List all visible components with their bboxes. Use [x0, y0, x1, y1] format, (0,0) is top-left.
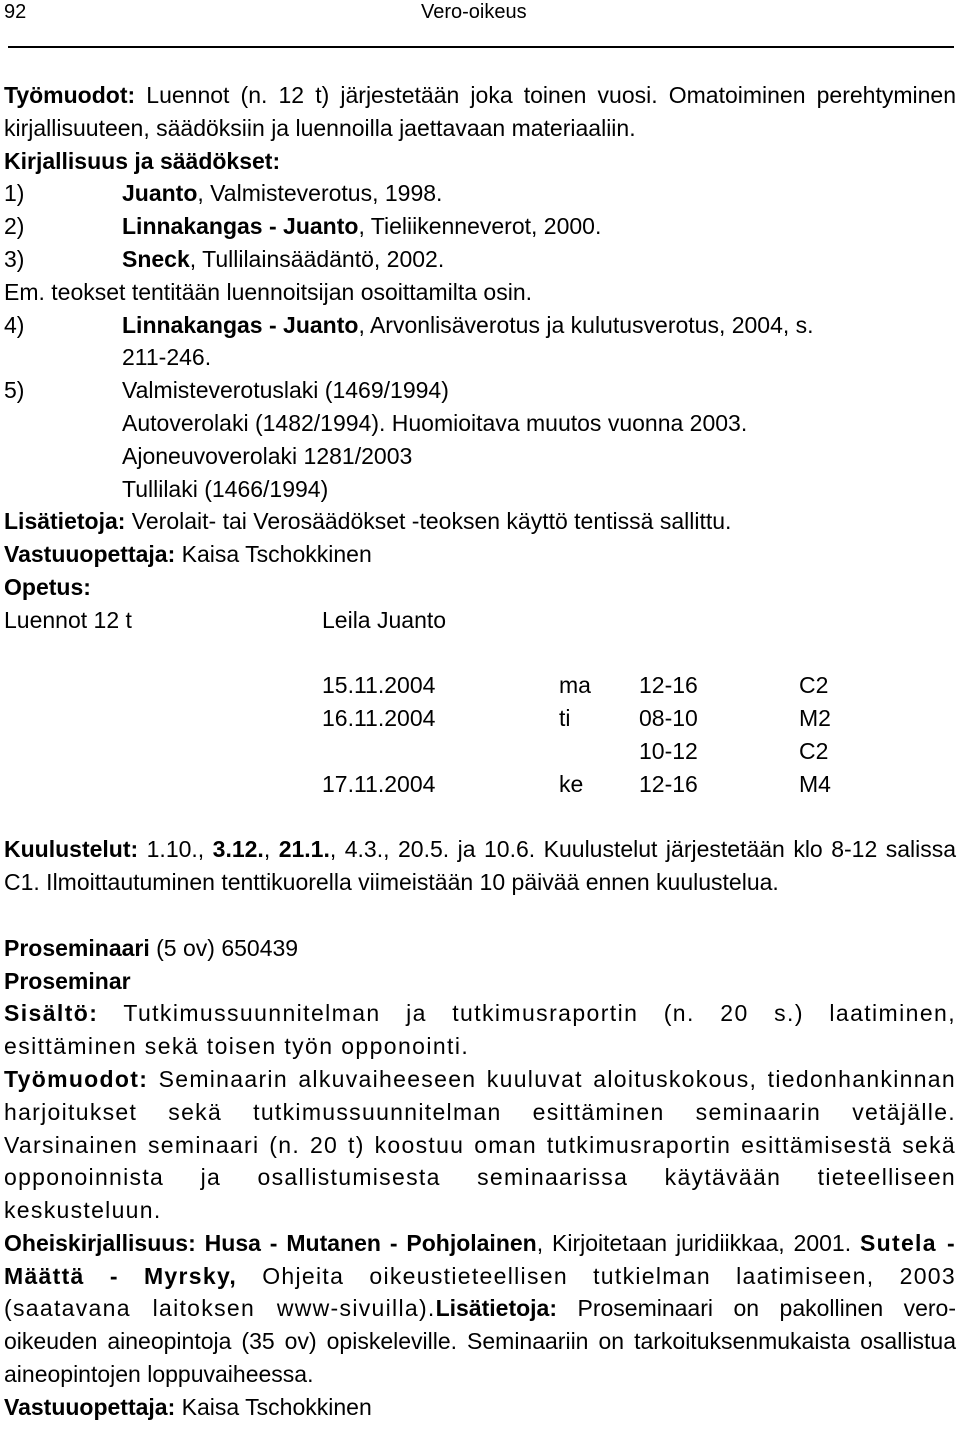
schedule-day: ke — [559, 770, 584, 797]
literature-number: 5) — [4, 377, 25, 404]
tyomuodot-label: Työmuodot: — [4, 1065, 149, 1092]
schedule-room: C2 — [799, 672, 829, 699]
oheiskirjallisuus-paragraph — [4, 1227, 956, 1391]
lisatietoja-text: Proseminaari on pakollinen vero-oikeuden aineopintoja (35 ov) opiskeleville. Seminaariin on tarkoituksenmukaista osallistua aineopintojen loppuvaiheessa. — [4, 1295, 956, 1388]
vastuuopettaja-name: Kaisa Tschokkinen — [175, 541, 372, 568]
tyomuodot-paragraph — [4, 1063, 956, 1227]
schedule-time: 08-10 — [639, 705, 698, 732]
running-title: Vero-oikeus — [421, 1, 527, 23]
course-title-name: Proseminaari — [4, 934, 150, 961]
literature-item — [4, 243, 956, 276]
vastuuopettaja-line — [4, 538, 956, 571]
oheis-author: Husa - Mutanen - Pohjolainen — [204, 1229, 537, 1256]
tyomuodot-text: Seminaarin alkuvaiheeseen kuuluvat aloituskokous, tiedonhankinnan harjoitukset sekä tutkimussuunnitelman esittäminen seminaarin vetäjälle. Varsinainen seminaari (n. 20 t) koostuu oman tutkimusraportin esittämisestä sekä opponoinnista ja osallistumisesta seminaarissa käytävään tieteelliseen keskusteluun. — [4, 1065, 956, 1224]
kuulustelut-paragraph: Kuulustelut: 1.10., 3.12., 21.1., 4.3., 20.5. ja 10.6. Kuulustelut järjestetään klo 8-12 salissa C1. Ilmoittautuminen tenttikuorella viimeistään 10 päivää ennen kuulustelua. — [4, 836, 957, 896]
exam-date: 4.3. — [344, 836, 384, 863]
exam-date: 3.12. — [212, 836, 264, 863]
schedule-day: ti — [559, 705, 571, 732]
schedule-date: 16.11.2004 — [322, 705, 436, 732]
exam-date: 10.6. — [484, 836, 536, 863]
course-title-code: (5 ov) 650439 — [149, 934, 299, 961]
sisalto-label: Sisältö: — [4, 1000, 99, 1027]
literature-author: Linnakangas - Juanto — [122, 213, 359, 240]
literature-title: , Valmisteverotus, 1998. — [197, 180, 443, 207]
vastuuopettaja-label: Vastuuopettaja: — [4, 541, 176, 568]
exam-date: 1.10. — [146, 836, 198, 863]
literature-note: Em. teokset tentitään luennoitsijan osoittamilta osin. — [4, 278, 533, 305]
kuulustelut-text: Kuulustelut järjestetään klo 8-12 salissa C1. Ilmoittautuminen tenttikuorella viimeistään 10 päivää ennen kuulustelua. — [4, 836, 957, 896]
literature-heading: Kirjallisuus ja säädökset: — [4, 147, 281, 174]
schedule-row — [4, 735, 956, 768]
schedule-time: 10-12 — [639, 737, 698, 764]
oheis-author: Sutela - Määttä - Myrsky, — [4, 1229, 956, 1289]
lisatietoja-label: Lisätietoja: — [4, 508, 126, 535]
statute-line: Tullilaki (1466/1994) — [122, 475, 329, 502]
document-body — [4, 79, 956, 1424]
literature-author: Juanto — [122, 180, 198, 207]
schedule-room: C2 — [799, 737, 829, 764]
schedule-room: M4 — [799, 770, 831, 797]
literature-author: Sneck — [122, 245, 190, 272]
schedule-row — [4, 768, 956, 801]
schedule-time: 12-16 — [639, 672, 698, 699]
vastuuopettaja-line — [4, 1391, 956, 1424]
literature-item — [4, 309, 956, 342]
literature-title: , Arvonlisäverotus ja kulutusverotus, 2004, s. — [358, 311, 814, 338]
lectures-label: Luennot 12 t — [4, 606, 132, 633]
literature-title: , Tullilainsäädäntö, 2002. — [189, 245, 445, 272]
schedule-table — [4, 669, 956, 800]
tyomuodot-label: Työmuodot: — [4, 82, 136, 108]
sisalto-text: Tutkimussuunnitelman ja tutkimusraportin (n. 20 s.) laatiminen, esittäminen sekä toisen työn opponointi. — [4, 1000, 956, 1060]
statute-line: Valmisteverotuslaki (1469/1994) — [122, 377, 449, 404]
lecturer-name: Leila Juanto — [322, 606, 447, 633]
literature-item — [4, 177, 956, 210]
lisatietoja-paragraph — [4, 505, 956, 538]
lecture-line — [4, 604, 956, 637]
lisatietoja-text: Verolait- tai Verosäädökset -teoksen käyttö tentissä sallittu. — [125, 508, 732, 535]
course-subtitle: Proseminar — [4, 967, 131, 994]
statute-line: Ajoneuvoverolaki 1281/2003 — [122, 442, 413, 469]
lisatietoja-label: Lisätietoja: — [435, 1295, 558, 1322]
running-header — [4, 0, 956, 27]
literature-number: 4) — [4, 311, 25, 338]
vastuuopettaja-label: Vastuuopettaja: — [4, 1393, 176, 1420]
tyomuodot-paragraph — [4, 79, 956, 145]
oheis-title: , Kirjoitetaan juridiikkaa, 2001. — [536, 1229, 852, 1256]
literature-title: , Tieliikenneverot, 2000. — [358, 213, 602, 240]
literature-continuation: 211-246. — [122, 344, 212, 371]
literature-item — [4, 210, 956, 243]
schedule-date: 15.11.2004 — [322, 672, 436, 699]
schedule-date: 17.11.2004 — [322, 770, 436, 797]
schedule-row — [4, 702, 956, 735]
schedule-row — [4, 669, 956, 702]
schedule-day: ma — [559, 672, 591, 699]
opetus-heading: Opetus: — [4, 573, 91, 600]
oheis-title: Ohjeita oikeustieteellisen tutkielman laatimiseen, 2003 (saatavana laitoksen www-sivuilla). — [4, 1262, 956, 1322]
schedule-room: M2 — [799, 705, 831, 732]
literature-number: 3) — [4, 245, 25, 272]
vastuuopettaja-name: Kaisa Tschokkinen — [175, 1393, 372, 1420]
kuulustelut-label: Kuulustelut: — [4, 836, 139, 863]
page-number: 92 — [4, 1, 27, 23]
literature-author: Linnakangas - Juanto — [122, 311, 359, 338]
header-rule — [8, 46, 954, 48]
literature-number: 2) — [4, 213, 25, 240]
exam-date: 21.1. — [278, 836, 330, 863]
oheiskirjallisuus-label: Oheiskirjallisuus: — [4, 1229, 196, 1256]
exam-date: 20.5. — [397, 836, 450, 863]
schedule-time: 12-16 — [639, 770, 698, 797]
tyomuodot-text: Luennot (n. 12 t) järjestetään joka toinen vuosi. Omatoiminen perehtyminen kirjallisuuteen, säädöksiin ja luennoilla jaettavaan materiaaliin. — [4, 82, 956, 141]
course-title — [4, 932, 956, 965]
sisalto-paragraph — [4, 997, 956, 1063]
literature-number: 1) — [4, 180, 25, 207]
literature-item — [4, 374, 956, 407]
statute-line: Autoverolaki (1482/1994). Huomioitava muutos vuonna 2003. — [122, 409, 748, 436]
